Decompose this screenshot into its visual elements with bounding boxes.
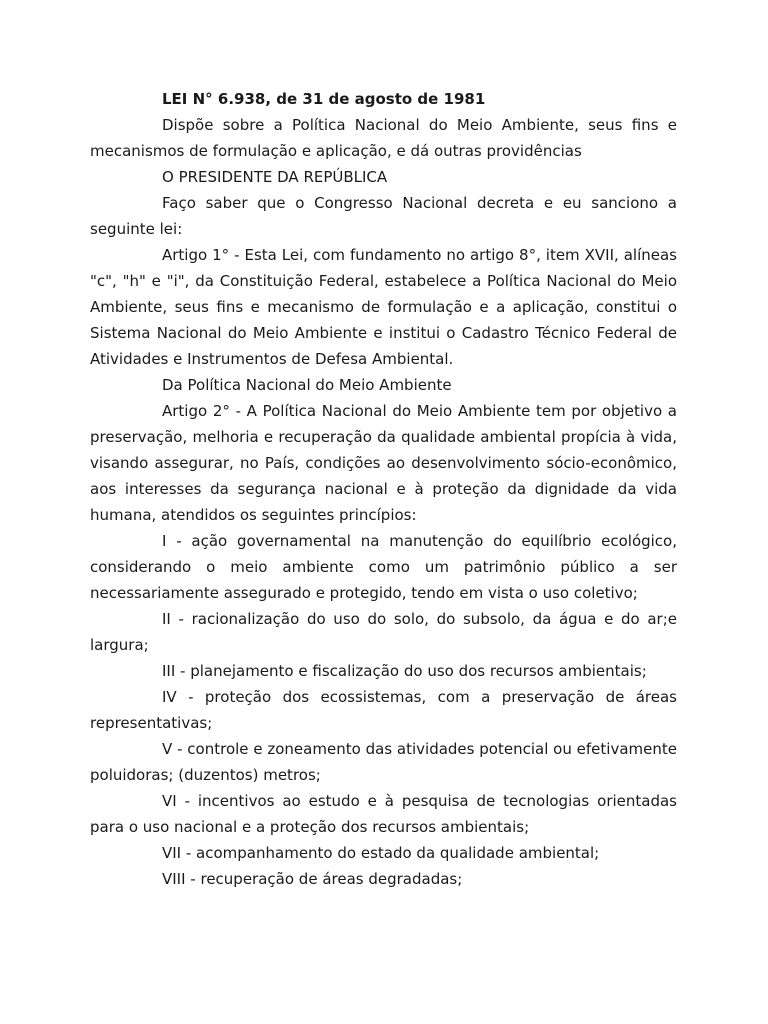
principle-vii: VII - acompanhamento do estado da qualidade ambiental;: [162, 844, 600, 862]
enactment-clause: Faço saber que o Congresso Nacional decreta e eu sanciono a seguinte lei:: [90, 194, 677, 238]
law-summary: Dispõe sobre a Política Nacional do Meio Ambiente, seus fins e mecanismos de formulação e aplicação, e dá outras providências: [90, 116, 677, 160]
article-1: Artigo 1° - Esta Lei, com fundamento no artigo 8°, item XVII, alíneas "c", "h" e "i", da Constituição Federal, estabelece a Política Nacional do Meio Ambiente, seus fins e mecanismo de formulação e a aplicação, constitui o Sistema Nacional do Meio Ambiente e institui o Cadastro Técnico Federal de Atividades e Instrumentos de Defesa Ambiental.: [90, 246, 677, 368]
law-title: LEI N° 6.938, de 31 de agosto de 1981: [162, 90, 486, 108]
section-heading: Da Política Nacional do Meio Ambiente: [162, 376, 452, 394]
principle-ii: II - racionalização do uso do solo, do subsolo, da água e do ar;e largura;: [90, 610, 677, 654]
president-heading: O PRESIDENTE DA REPÚBLICA: [162, 168, 388, 186]
principle-iv: IV - proteção dos ecossistemas, com a preservação de áreas representativas;: [90, 688, 677, 732]
article-2: Artigo 2° - A Política Nacional do Meio Ambiente tem por objetivo a preservação, melhoria e recuperação da qualidade ambiental propícia à vida, visando assegurar, no País, condições ao desenvolvimento sócio-econômico, aos interesses da segurança nacional e à proteção da dignidade da vida humana, atendidos os seguintes princípios:: [90, 402, 677, 524]
document-page: [90, 86, 677, 892]
principle-viii: VIII - recuperação de áreas degradadas;: [162, 870, 463, 888]
principle-v: V - controle e zoneamento das atividades potencial ou efetivamente poluidoras; (duzentos) metros;: [90, 740, 677, 784]
principle-iii: III - planejamento e fiscalização do uso dos recursos ambientais;: [162, 662, 647, 680]
principle-i: I - ação governamental na manutenção do equilíbrio ecológico, considerando o meio ambiente como um patrimônio público a ser necessariamente assegurado e protegido, tendo em vista o uso coletivo;: [90, 532, 677, 602]
principle-vi: VI - incentivos ao estudo e à pesquisa de tecnologias orientadas para o uso nacional e a proteção dos recursos ambientais;: [90, 792, 677, 836]
